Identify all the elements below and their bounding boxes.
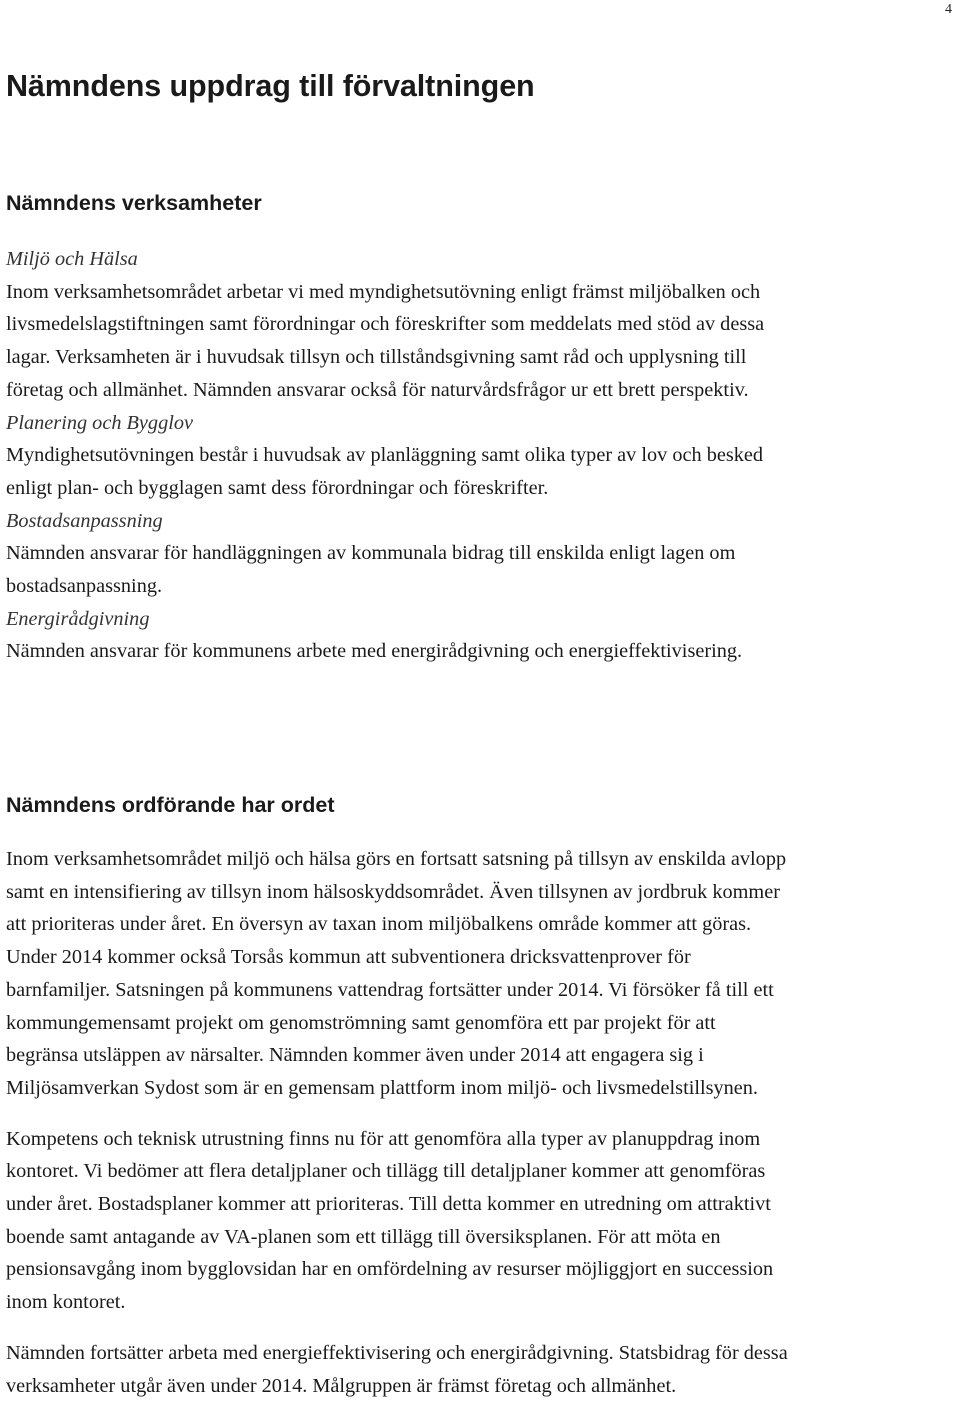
paragraph-line: boende samt antagande av VA-planen som ett tillägg till översiksplanen. För att möta en xyxy=(6,1225,721,1248)
ordforande-section xyxy=(6,843,954,1402)
subsection-title-bostadsanpassning: Bostadsanpassning xyxy=(6,509,163,532)
subsection-title-energiradgivning: Energirådgivning xyxy=(6,607,150,630)
subsection-title-miljo-och-halsa: Miljö och Hälsa xyxy=(6,248,138,270)
paragraph-line: enligt plan- och bygglagen samt dess förordningar och föreskrifter. xyxy=(6,476,549,499)
paragraph-line: begränsa utsläppen av närsalter. Nämnden kommer även under 2014 att engagera sig i xyxy=(6,1044,704,1067)
paragraph-gap xyxy=(6,1319,954,1337)
paragraph-line: livsmedelslagstiftningen samt förordningar och föreskrifter som meddelats med stöd av dessa xyxy=(6,313,765,336)
paragraph-line: Nämnden ansvarar för handläggningen av kommunala bidrag till enskilda enligt lagen om xyxy=(6,542,736,565)
paragraph-line: pensionsavgång inom bygglovsidan har en omfördelning av resurser möjliggjort en succession xyxy=(6,1258,774,1281)
paragraph-line: Inom verksamhetsområdet arbetar vi med myndighetsutövning enligt främst miljöbalken och xyxy=(6,280,761,303)
paragraph-line: Inom verksamhetsområdet miljö och hälsa görs en fortsatt satsning på tillsyn av enskilda avlopp xyxy=(6,848,787,870)
paragraph-line: Nämnden ansvarar för kommunens arbete med energirådgivning och energieffektivisering. xyxy=(6,640,743,663)
paragraph-line: att prioriteras under året. En översyn av taxan inom miljöbalkens område kommer att göras. xyxy=(6,913,752,936)
section-heading-ordforande: Nämndens ordförande har ordet xyxy=(6,793,335,817)
subsection-title-planering-och-bygglov: Planering och Bygglov xyxy=(6,411,193,434)
paragraph-line: Kompetens och teknisk utrustning finns nu för att genomföra alla typer av planuppdrag inom xyxy=(6,1127,761,1150)
paragraph-line: inom kontoret. xyxy=(6,1291,126,1314)
verksamheter-section xyxy=(6,243,954,668)
paragraph-line: företag och allmänhet. Nämnden ansvarar också för naturvårdsfrågor ur ett brett perspektiv. xyxy=(6,378,749,401)
paragraph-line: kontoret. Vi bedömer att flera detaljplaner och tillägg till detaljplaner kommer att genomföras xyxy=(6,1160,766,1183)
section-heading-verksamheter: Nämndens verksamheter xyxy=(6,191,262,215)
paragraph-gap xyxy=(6,1105,954,1123)
paragraph-line: kommungemensamt projekt om genomströmning samt genomföra ett par projekt för att xyxy=(6,1011,716,1034)
paragraph-line: Under 2014 kommer också Torsås kommun att subventionera dricksvattenprover för xyxy=(6,946,691,969)
paragraph-line: barnfamiljer. Satsningen på kommunens vattendrag fortsätter under 2014. Vi försöker få till ett xyxy=(6,978,774,1001)
paragraph-line: under året. Bostadsplaner kommer att prioriteras. Till detta kommer en utredning om attraktivt xyxy=(6,1193,771,1216)
page-title: Nämndens uppdrag till förvaltningen xyxy=(6,69,535,103)
page-number: 4 xyxy=(945,2,952,17)
paragraph-line: bostadsanpassning. xyxy=(6,575,163,598)
paragraph-line: Nämnden fortsätter arbeta med energieffektivisering och energirådgivning. Statsbidrag för dessa xyxy=(6,1341,788,1364)
paragraph-line: verksamheter utgår även under 2014. Målgruppen är främst företag och allmänhet. xyxy=(6,1374,677,1397)
paragraph-line: Miljösamverkan Sydost som är en gemensam plattform inom miljö- och livsmedelstillsynen. xyxy=(6,1076,758,1099)
paragraph-line: Myndighetsutövningen består i huvudsak av planläggning samt olika typer av lov och besked xyxy=(6,444,764,467)
paragraph-line: lagar. Verksamheten är i huvudsak tillsyn och tillståndsgivning samt råd och upplysning till xyxy=(6,346,747,369)
paragraph-line: samt en intensifiering av tillsyn inom hälsoskyddsområdet. Även tillsynen av jordbruk kommer xyxy=(6,880,780,903)
